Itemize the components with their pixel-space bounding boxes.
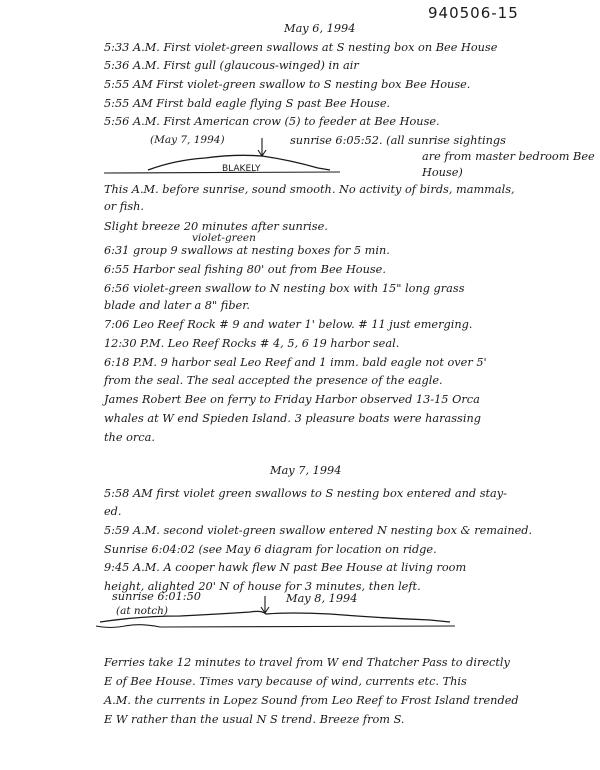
date-heading-may-7: May 7, 1994: [270, 464, 342, 477]
date-heading-may-6: May 6, 1994: [284, 22, 356, 35]
note-line: E of Bee House. Times vary because of wind, currents etc. This: [104, 675, 467, 688]
entry-line: ed.: [104, 505, 122, 518]
note-line: 6:18 P.M. 9 harbor seal Leo Reef and 1 imm. bald eagle not over 5': [104, 356, 487, 369]
entry-line: 5:55 AM First violet-green swallow to S nesting box Bee House.: [104, 78, 471, 91]
inserted-word: violet-green: [192, 232, 256, 244]
entry-line: 5:59 A.M. second violet-green swallow entered N nesting box & remained.: [104, 524, 533, 537]
sunrise-note: sunrise 6:05:52. (all sunrise sightings: [290, 134, 506, 147]
note-line: the orca.: [104, 431, 155, 444]
notch-arrow: [261, 596, 269, 613]
note-line: E W rather than the usual N S trend. Breeze from S.: [104, 713, 405, 726]
note-line: 6:55 Harbor seal fishing 80' out from Bee House.: [104, 263, 386, 276]
entry-line: height, alighted 20' N of house for 3 minutes, then left.: [104, 580, 421, 593]
note-line: James Robert Bee on ferry to Friday Harbor observed 13-15 Orca: [104, 393, 480, 406]
note-line: 6:31 group 9 swallows at nesting boxes for 5 min.: [104, 244, 390, 257]
sketch-label-blakely: BLAKELY: [222, 164, 261, 174]
ridge-line: [148, 155, 330, 170]
sunrise-note-2: are from master bedroom Bee: [422, 150, 595, 163]
note-line: Slight breeze 20 minutes after sunrise.: [104, 220, 328, 233]
note-line: A.M. the currents in Lopez Sound from Leo Reef to Frost Island trended: [104, 694, 519, 707]
note-line: whales at W end Spieden Island. 3 pleasure boats were harassing: [104, 412, 481, 425]
water-line-may-8: [96, 625, 455, 628]
note-line: or fish.: [104, 200, 144, 213]
entry-line: 5:33 A.M. First violet-green swallows at S nesting box on Bee House: [104, 41, 498, 54]
note-line: blade and later a 8" fiber.: [104, 299, 250, 312]
sunrise-arrow: [258, 138, 266, 156]
entry-line: 9:45 A.M. A cooper hawk flew N past Bee House at living room: [104, 561, 467, 574]
document-id: 940506-15: [428, 4, 519, 22]
entry-line: 5:55 AM First bald eagle flying S past Bee House.: [104, 97, 391, 110]
note-line: 7:06 Leo Reef Rock # 9 and water 1' below. # 11 just emerging.: [104, 318, 473, 331]
entry-line: Sunrise 6:04:02 (see May 6 diagram for location on ridge.: [104, 543, 437, 556]
note-line: from the seal. The seal accepted the presence of the eagle.: [104, 374, 443, 387]
sunrise-may-8: sunrise 6:01:50: [112, 590, 201, 603]
water-line: [104, 172, 340, 173]
date-heading-may-8: May 8, 1994: [286, 592, 358, 605]
sunrise-note-3: House): [422, 166, 463, 179]
entry-line: 5:56 A.M. First American crow (5) to feeder at Bee House.: [104, 115, 440, 128]
note-line: 6:56 violet-green swallow to N nesting box with 15" long grass: [104, 282, 465, 295]
entry-line: 5:36 A.M. First gull (glaucous-winged) in air: [104, 59, 359, 72]
entry-line: 5:58 AM first violet green swallows to S nesting box entered and stay-: [104, 487, 507, 500]
sunrise-note-notch: (at notch): [116, 605, 168, 617]
note-line: This A.M. before sunrise, sound smooth. No activity of birds, mammals,: [104, 183, 515, 196]
sketch-date: (May 7, 1994): [150, 134, 225, 146]
note-line: Ferries take 12 minutes to travel from W end Thatcher Pass to directly: [104, 656, 510, 669]
note-line: 12:30 P.M. Leo Reef Rocks # 4, 5, 6 19 harbor seal.: [104, 337, 400, 350]
